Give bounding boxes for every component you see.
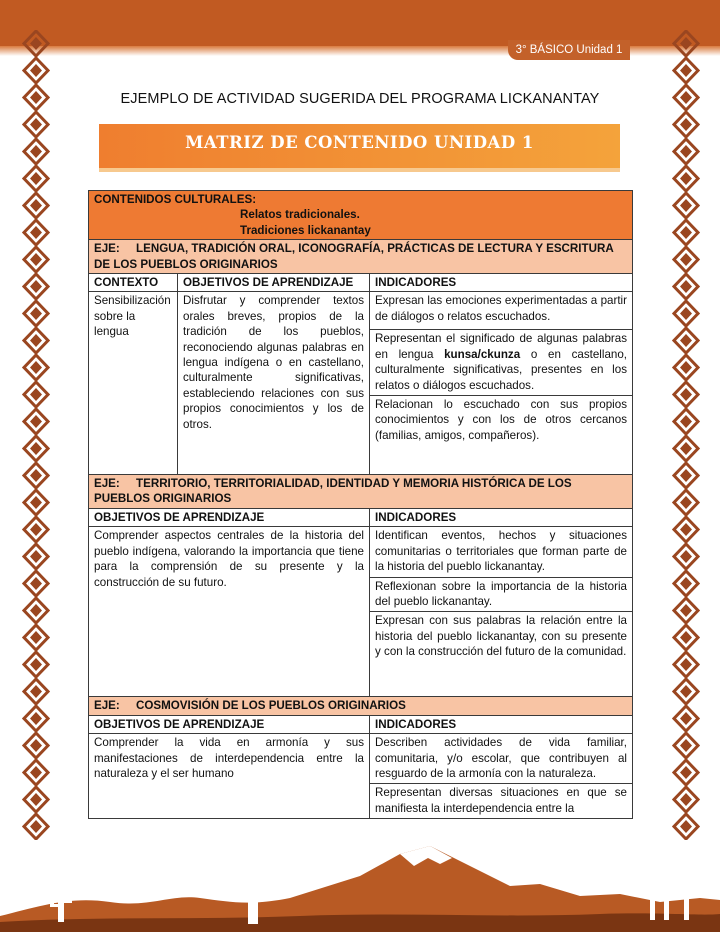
eje-heading-territorio: [89, 475, 633, 509]
right-pattern-border: [672, 30, 700, 840]
unit-badge: 3° BÁSICO Unidad 1: [508, 40, 630, 60]
eje-title-territorio: TERRITORIO, TERRITORIALIDAD, IDENTIDAD Y MEMORIA HISTÓRICA DE LOS PUEBLOS ORIGINARIOS: [94, 477, 572, 506]
indicador-cosmovision-2: Representan diversas situaciones en que se manifiesta la interdependencia entre la: [375, 786, 627, 815]
eje-heading-lengua: [89, 240, 633, 274]
eje-row-territorio: [89, 475, 633, 509]
eje-title-cosmovision: COSMOVISIÓN DE LOS PUEBLOS ORIGINARIOS: [136, 699, 406, 713]
indicador-lengua-2-c: o en castellano, culturalmente significativas, presentes en los relatos o diálogos escuchados.: [375, 347, 628, 392]
matrix-banner: MATRIZ DE CONTENIDO UNIDAD 1: [99, 124, 620, 168]
eje3-header-row: [89, 715, 633, 733]
eje2-header-row: [89, 508, 633, 526]
indicadores-cell-territorio: [370, 527, 633, 697]
indicadores-cell-lengua: [370, 292, 633, 475]
eje-prefix: EJE:: [94, 699, 120, 713]
left-pattern-border: [22, 30, 50, 840]
eje-row-lengua: [89, 240, 633, 274]
eje-prefix: EJE:: [94, 242, 120, 256]
objetivo-cell-cosmovision: Comprender la vida en armonía y sus manifestaciones de interdependencia entre la naturaleza y el ser humano: [89, 734, 370, 819]
eje3-content-row: [89, 734, 633, 819]
cultural-item-tradiciones: Tradiciones lickanantay: [240, 223, 371, 237]
header-objetivos: OBJETIVOS DE APRENDIZAJE: [178, 274, 370, 292]
objetivo-text-lengua: Disfrutar y comprender textos orales breves, propios de la tradición de los pueblos, reconociendo algunas palabras en lengua indígena o en castellano, culturalmente significativas, estableciendo relaciones con sus propios conocimientos y los de otros.: [183, 294, 364, 431]
objetivo-cell-lengua: [178, 292, 370, 475]
indicador-lengua-2: [370, 330, 632, 396]
content-matrix-table: [88, 190, 633, 819]
indicadores-cell-cosmovision: [370, 734, 633, 819]
header-indicadores: INDICADORES: [370, 274, 633, 292]
cultural-item-relatos: Relatos tradicionales.: [240, 208, 360, 222]
cultural-contents-label: CONTENIDOS CULTURALES:: [94, 193, 257, 206]
contexto-cell: Sensibilización sobre la lengua: [89, 292, 178, 475]
eje-row-cosmovision: [89, 697, 633, 715]
header-contexto: CONTEXTO: [89, 274, 178, 292]
eje1-header-row: [89, 274, 633, 292]
indicador-lengua-3: Relacionan lo escuchado con sus propios conocimientos y con los de otros cercanos (familias, amigos, compañeros).: [375, 398, 627, 442]
indicador-cosmovision-1: Describen actividades de vida familiar, comunitaria, y/o escolar, que contribuyen al resguardo de la armonía con la naturaleza.: [370, 734, 632, 784]
cultural-contents-row: [89, 191, 633, 240]
header-objetivos: OBJETIVOS DE APRENDIZAJE: [89, 508, 370, 526]
header-objetivos: OBJETIVOS DE APRENDIZAJE: [89, 715, 370, 733]
header-indicadores: INDICADORES: [370, 715, 633, 733]
eje2-content-row: [89, 527, 633, 697]
eje-title-lengua: LENGUA, TRADICIÓN ORAL, ICONOGRAFÍA, PRÁCTICAS DE LECTURA Y ESCRITURA DE LOS PUEBLOS ORIGINARIOS: [94, 242, 614, 271]
eje1-content-row: [89, 292, 633, 475]
indicador-lengua-2-a: Representan el significado de algunas palabras en lengua: [375, 332, 627, 361]
indicador-lengua-2-word: kunsa/ckunza: [444, 347, 521, 361]
header-indicadores: INDICADORES: [370, 508, 633, 526]
objetivo-cell-territorio: Comprender aspectos centrales de la historia del pueblo indígena, valorando la importancia que tiene para la comprensión de su presente y la construcción de su futuro.: [89, 527, 370, 697]
cultural-contents-cell: [89, 191, 633, 240]
indicador-territorio-2: Reflexionan sobre la importancia de la historia del pueblo lickanantay.: [370, 578, 632, 613]
indicador-lengua-1: Expresan las emociones experimentadas a partir de diálogos o relatos escuchados.: [370, 292, 632, 330]
landscape-illustration: [0, 836, 720, 932]
eje-heading-cosmovision: [89, 697, 633, 715]
document-title: EJEMPLO DE ACTIVIDAD SUGERIDA DEL PROGRAMA LICKANANTAY: [120, 91, 600, 107]
indicador-territorio-1: Identifican eventos, hechos y situaciones comunitarias o territoriales que forman parte de la historia del pueblo lickanantay.: [370, 527, 632, 577]
eje-prefix: EJE:: [94, 477, 120, 491]
indicador-territorio-3: Expresan con sus palabras la relación entre la historia del pueblo lickanantay, con su presente y con la construcción del futuro de la comunidad.: [375, 614, 627, 659]
cell-spacer: [183, 432, 364, 448]
